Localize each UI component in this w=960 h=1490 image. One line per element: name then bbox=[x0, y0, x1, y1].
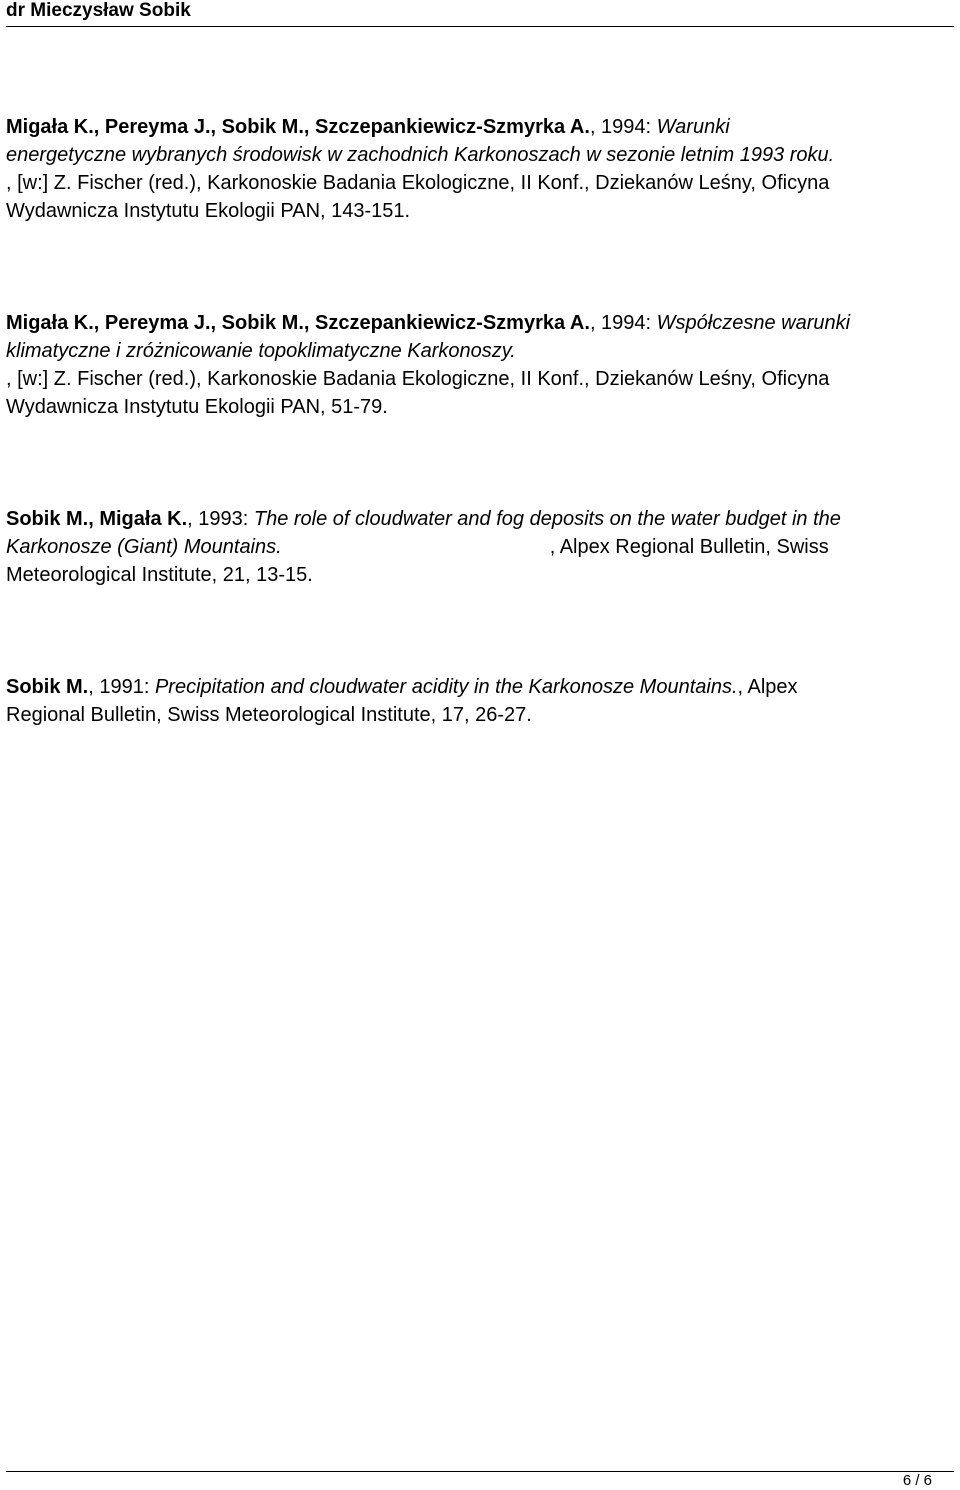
entry-authors: Sobik M., Migała K. bbox=[6, 508, 188, 530]
bibliography-entry bbox=[6, 505, 954, 589]
entry-source: , Alpex Regional Bulletin, Swiss bbox=[549, 536, 829, 558]
entry-year: , 1994: bbox=[589, 312, 657, 334]
entry-year: , 1993: bbox=[187, 508, 254, 530]
page-header-title: dr Mieczysław Sobik bbox=[6, 0, 191, 21]
page-number: 6 / 6 bbox=[902, 1472, 932, 1489]
entry-title-cont: klimatyczne i zróżnicowanie topoklimatyczne Karkonoszy. bbox=[6, 340, 516, 362]
entry-title: Współczesne warunki bbox=[656, 312, 851, 334]
page-footer bbox=[6, 1471, 954, 1489]
bibliography-entry bbox=[6, 309, 954, 421]
entry-title: Precipitation and cloudwater acidity in the Karkonosze Mountains. bbox=[154, 676, 738, 698]
entry-publisher: Wydawnicza Instytutu Ekologii PAN, 143-151. bbox=[6, 200, 411, 222]
entry-title: The role of cloudwater and fog deposits on the water budget in the bbox=[253, 508, 841, 530]
entry-authors: Migała K., Pereyma J., Sobik M., Szczepankiewicz-Szmyrka A. bbox=[6, 116, 590, 138]
entry-line bbox=[6, 309, 954, 337]
entry-publisher: Meteorological Institute, 21, 13-15. bbox=[6, 564, 313, 586]
entry-source: , [w:] Z. Fischer (red.), Karkonoskie Badania Ekologiczne, II Konf., Dziekanów Leśny, Oficyna bbox=[6, 368, 830, 390]
entry-publisher: Wydawnicza Instytutu Ekologii PAN, 51-79. bbox=[6, 396, 388, 418]
entry-year: , 1991: bbox=[88, 676, 155, 698]
bibliography-entry bbox=[6, 113, 954, 225]
entry-title: Warunki bbox=[656, 116, 730, 138]
entry-title-cont: Karkonosze (Giant) Mountains. bbox=[6, 536, 282, 558]
bibliography-entry bbox=[6, 673, 954, 729]
entry-publisher: Regional Bulletin, Swiss Meteorological Institute, 17, 26-27. bbox=[6, 704, 532, 726]
entry-year: , 1994: bbox=[589, 116, 657, 138]
entry-line bbox=[6, 505, 954, 533]
entry-authors: Migała K., Pereyma J., Sobik M., Szczepankiewicz-Szmyrka A. bbox=[6, 312, 590, 334]
entry-line bbox=[6, 673, 954, 701]
entry-line bbox=[6, 337, 954, 365]
entry-title-cont: energetyczne wybranych środowisk w zachodnich Karkonoszach w sezonie letnim 1993 roku. bbox=[6, 144, 835, 166]
entry-source: , [w:] Z. Fischer (red.), Karkonoskie Badania Ekologiczne, II Konf., Dziekanów Leśny, Oficyna bbox=[6, 172, 830, 194]
entry-line bbox=[6, 113, 954, 141]
entry-line bbox=[6, 533, 954, 561]
page-header bbox=[6, 0, 954, 27]
entry-authors: Sobik M. bbox=[6, 676, 89, 698]
entry-source: , Alpex bbox=[737, 676, 798, 698]
entry-line bbox=[6, 141, 954, 169]
